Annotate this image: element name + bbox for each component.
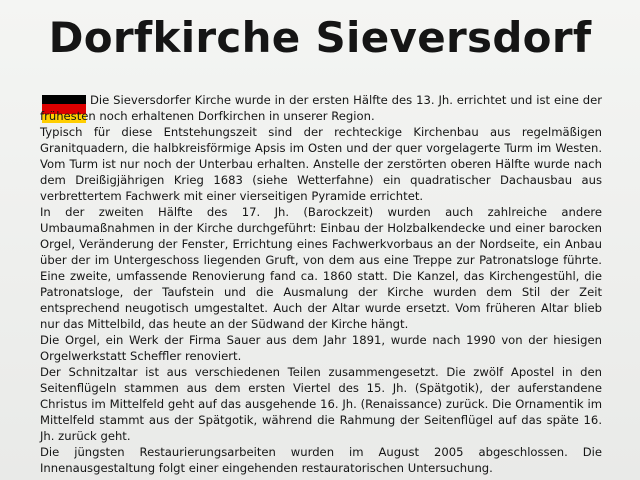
sign-body-text [40, 92, 602, 476]
sign-title: Dorfkirche Sieversdorf [48, 13, 592, 62]
baroque-paragraph: In der zweiten Hälfte des 17. Jh. (Barockzeit) wurden auch zahlreiche andere Umbaumaßnahmen in der Kirche durchgeführt: Einbau der Holzbalkendecke und einer barocken Orgel, Veränderung der Fenster, Errichtung eines Fachwerkvorbaus an der Nordseite, ein Anbau über der im Untergeschoss liegenden Gruft, von dem aus eine Treppe zur Patronatsloge führte. Eine zweite, umfassende Renovierung fand ca. 1860 statt. Die Kanzel, das Kirchengestühl, die Patronatsloge, der Taufstein und die Ausmalung der Kirche wurden dem Stil der Zeit entsprechend neugotisch umgestaltet. Auch der Altar wurde ersetzt. Vom früheren Altar blieb nur das Mittelbild, das heute an der Südwand der Kirche hängt. [40, 205, 602, 331]
restoration-paragraph: Die jüngsten Restaurierungsarbeiten wurden im August 2005 abgeschlossen. Die Innenausgestaltung folgt einer eingehenden restauratorischen Untersuchung. [40, 445, 602, 475]
architecture-paragraph: Typisch für diese Entstehungszeit sind der rechteckige Kirchenbau aus regelmäßigen Granitquadern, die halbkreisförmige Apsis im Osten und der quer vorgelagerte Turm im Westen. Vom Turm ist nur noch der Unterbau erhalten. Anstelle der zerstörten oberen Hälfte wurde nach dem Dreißigjährigen Krieg 1683 (siehe Wetterfahne) ein quadratischer Dachausbau aus verbrettertem Fachwerk mit einer vierseitigen Pyramide errichtet. [40, 125, 602, 203]
intro-paragraph: Die Sieversdorfer Kirche wurde in der ersten Hälfte des 13. Jh. errichtet und ist eine der frühesten noch erhaltenen Dorfkirchen in unserer Region. [40, 93, 602, 123]
organ-paragraph: Die Orgel, ein Werk der Firma Sauer aus dem Jahr 1891, wurde nach 1990 von der hiesigen Orgelwerkstatt Scheffler renoviert. [40, 333, 602, 363]
altar-paragraph: Der Schnitzaltar ist aus verschiedenen Teilen zusammengesetzt. Die zwölf Apostel in den Seitenflügeln stammen aus dem ersten Viertel des 15. Jh. (Spätgotik), der auferstandene Christus im Mittelfeld geht auf das ausgehende 16. Jh. (Renaissance) zurück. Die Ornamentik im Mittelfeld stammt aus der Spätgotik, während die Rahmung der Seitenflügel auf das späte 16. Jh. zurück geht. [40, 365, 602, 443]
